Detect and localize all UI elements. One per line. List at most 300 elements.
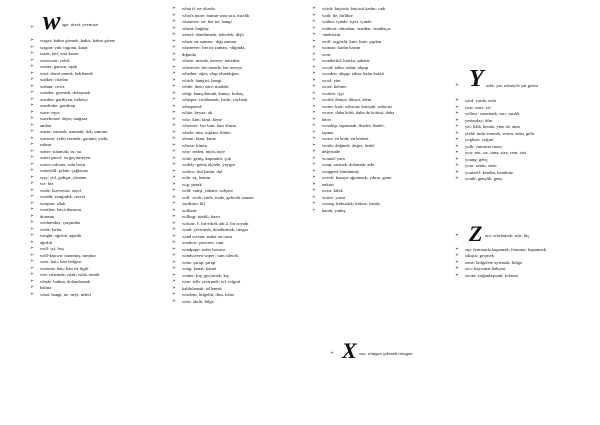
entry-text: waterfall: şelale, çağlayan xyxy=(40,168,88,173)
entry-text: wreck: kazaya uğratmak; yıkım, gemi xyxy=(322,175,392,180)
bullet-icon: ➢ xyxy=(172,97,176,102)
entry-text: weather: hava durumu xyxy=(40,207,82,212)
entry-text: you: sen, siz, sana, size, seni, sizi xyxy=(465,150,527,155)
bullet-icon: ➢ xyxy=(312,116,316,122)
entry-text: warrant: yetki vermek; garanti; yetki, xyxy=(40,135,109,141)
bullet-icon: ➢ xyxy=(30,168,34,173)
entry-text: zone: bölgelere ayırmak; bölge xyxy=(465,259,523,265)
entry-text: wet: ıslatmak; ıslak; ıslak, nemli xyxy=(40,272,100,277)
entry-text: wardrobe: gardırop xyxy=(40,103,76,108)
bullet-icon: ➢ xyxy=(30,207,34,212)
column-4 xyxy=(455,6,595,279)
entry-text: who: kim; kimi, kime xyxy=(182,116,222,122)
heading-entry: acht: yat; tekneyle yat gezisi xyxy=(486,83,539,88)
bullet-icon: ➢ xyxy=(455,130,459,136)
letter-heading-w xyxy=(30,6,168,38)
letter-heading-z xyxy=(455,221,595,247)
bullet-icon: ➢ xyxy=(30,181,34,186)
entry-text: water: sulamak; su; su xyxy=(40,148,81,154)
entry-text: won: xyxy=(322,51,332,57)
entry-text: kablolamak; tellemek xyxy=(182,285,222,291)
bullet-icon: ➢ xyxy=(172,58,176,63)
bullet-icon: ➢ xyxy=(172,253,176,258)
bullet-icon: ➢ xyxy=(312,97,316,102)
entry-text: yesterday: dün xyxy=(465,117,492,123)
bullet-icon: ➢ xyxy=(172,240,176,245)
entry-text: -meksizin xyxy=(322,32,341,37)
bullet-icon: ➢ xyxy=(30,77,34,82)
entry-text: year: sene, yıl xyxy=(465,104,491,110)
entry-text: wrong: haksızlık; haksız, hatalı; xyxy=(322,201,381,206)
entry-text: waist: bel; orta kısım xyxy=(40,51,79,56)
entry-text: wooden: ahşap; tahta; kalın kafalı xyxy=(322,71,384,76)
bullet-icon: ➢ xyxy=(172,129,176,135)
entry-text: without: olmadan, -meden, -madıkça; xyxy=(322,25,392,31)
bullet-icon: ➢ xyxy=(455,150,459,155)
entry-text: why: neden, niçin, niye xyxy=(182,149,225,154)
entry-text: wild: vahşi, yabani; vahşice xyxy=(182,188,234,193)
entry-text: wander: gezmek, dolaşmak xyxy=(40,90,91,95)
bullet-icon: ➢ xyxy=(172,45,176,50)
entry-text: wind: çevirmek, döndürmek; rüzgar xyxy=(182,227,249,232)
bullet-icon: ➢ xyxy=(30,83,34,89)
entry-text: whenever: her ne zaman, -dığında, xyxy=(182,45,246,50)
entry-text: within: içinde; içeri, içinde xyxy=(322,19,372,24)
entry-text: water-colours: sulu boya xyxy=(40,161,86,167)
entry-text: yourself: kendin, kendiniz xyxy=(465,169,514,175)
entry-text: woman: kadın bayan xyxy=(322,45,361,50)
entry-text: ware: eşya xyxy=(40,109,60,115)
bullet-icon: ➢ xyxy=(312,175,316,180)
entry-text: winter: kış; geçirmek; kış xyxy=(182,272,229,278)
entry-text: whom: kimi, kime xyxy=(182,136,216,141)
entry-text: wind screen: araba ön camı xyxy=(182,233,233,239)
entry-text: we: biz xyxy=(40,181,54,186)
bullet-icon: ➢ xyxy=(172,103,176,109)
bullet-icon: ➢ xyxy=(172,32,176,37)
bullet-icon: ➢ xyxy=(30,70,34,76)
bullet-icon: ➢ xyxy=(312,123,316,128)
entry-text: warden: gardiyan, nöbetçi xyxy=(40,96,88,102)
bullet-icon: ➢ xyxy=(30,259,34,264)
bullet-icon: ➢ xyxy=(455,253,459,258)
bullet-icon: ➢ xyxy=(312,32,316,37)
bullet-icon: ➢ xyxy=(30,194,34,199)
bullet-icon: ➢ xyxy=(455,232,459,238)
bullet-icon: ➢ xyxy=(30,64,34,69)
entry-list xyxy=(312,6,452,214)
entry-text: whoever: her kim, kim olursa xyxy=(182,123,237,128)
bullet-icon: ➢ xyxy=(312,25,316,31)
entry-text: warm: ısıtmak, ısınmak; ılık, samimi xyxy=(40,129,108,134)
bullet-icon: ➢ xyxy=(30,278,34,284)
bullet-icon: ➢ xyxy=(172,279,176,284)
bullet-icon: ➢ xyxy=(172,64,176,70)
bullet-icon: ➢ xyxy=(312,45,316,50)
dictionary-entry xyxy=(455,273,595,280)
bullet-icon: ➢ xyxy=(312,90,316,96)
entry-text: witch: büyücü; büyücü kadın; cadı xyxy=(322,6,386,11)
bullet-icon: ➢ xyxy=(312,110,316,115)
entry-text: enkazı xyxy=(322,181,334,187)
entry-text: ruhsat xyxy=(40,142,52,147)
bullet-icon: ➢ xyxy=(30,233,34,238)
bullet-icon: ➢ xyxy=(30,44,34,50)
entry-text: ağırlık xyxy=(40,239,52,245)
entry-text: worth: değmek; değer; bedel xyxy=(322,142,375,148)
bullet-icon: ➢ xyxy=(455,143,459,149)
bullet-icon: ➢ xyxy=(172,188,176,193)
bullet-icon: ➢ xyxy=(312,136,316,141)
bullet-icon: ➢ xyxy=(455,176,459,181)
bullet-icon: ➢ xyxy=(312,12,316,18)
entry-text: world: dünya; dünya, alem xyxy=(322,97,372,102)
entry-text: yardımcı fiil xyxy=(182,201,205,206)
bullet-icon: ➢ xyxy=(30,265,34,271)
bullet-icon: ➢ xyxy=(312,6,316,11)
drop-letter: Y xyxy=(469,66,484,92)
entry-text: will: -ecek; istek, irade, gelecek zaman xyxy=(182,194,254,200)
bullet-icon: ➢ xyxy=(172,162,176,167)
entry-text: wide: geniş, kapsamlı; çok xyxy=(182,155,231,161)
entry-text: wolf: açgözlü, kurt; kurt; çapkın xyxy=(322,38,382,44)
entry-text: whole: tüm, toplam, bütün xyxy=(182,129,231,135)
bullet-icon: ➢ xyxy=(30,272,34,277)
entry-text: whisper: fısıldamak; fısıltı, söylenti xyxy=(182,97,248,102)
entry-text: sıkıştır, geçmek xyxy=(465,253,494,258)
entry-text: durumu xyxy=(40,213,55,219)
heading-entry: -ray: röntgen çekmek röntgen xyxy=(358,351,413,356)
bullet-icon: ➢ xyxy=(30,142,34,147)
bullet-icon: ➢ xyxy=(172,77,176,83)
entry-text: wrap: sarmak, dolamak; atkı xyxy=(322,162,375,167)
entry-text: when: ne zaman; -dığı zaman xyxy=(182,38,237,44)
dictionary-entry xyxy=(455,176,595,183)
column-1 xyxy=(30,6,168,298)
bullet-icon: ➢ xyxy=(30,285,34,290)
entry-text: while: iken; süre; müddet xyxy=(182,84,229,89)
bullet-icon: ➢ xyxy=(172,181,176,187)
bullet-icon: ➢ xyxy=(312,149,316,154)
bullet-icon: ➢ xyxy=(455,163,459,168)
entry-text: dığında xyxy=(182,51,196,57)
bullet-icon: ➢ xyxy=(172,25,176,31)
heading-entry: age: ücret, yevmiye xyxy=(62,22,99,27)
bullet-icon: ➢ xyxy=(30,51,34,56)
entry-text: wilson: 1. bir erkek adı 2. bir soyadı xyxy=(182,220,249,226)
bullet-icon: ➢ xyxy=(312,188,316,193)
entry-text: youth: gençlik, genç xyxy=(465,176,503,181)
bullet-icon: ➢ xyxy=(455,156,459,162)
bullet-icon: ➢ xyxy=(312,207,316,213)
entry-text: wrist: bilek xyxy=(322,188,343,193)
entry-text: değerinde xyxy=(322,149,341,154)
bullet-icon: ➢ xyxy=(30,220,34,225)
entry-text: wonderful: harika; şahane xyxy=(322,58,370,63)
bullet-icon: ➢ xyxy=(172,266,176,271)
entry-text: with: ile, birlikte xyxy=(322,12,353,18)
bullet-icon: ➢ xyxy=(30,96,34,102)
entry-text: beter xyxy=(322,116,332,122)
entry-text: what's more: bunun yanı sıra, üstelik xyxy=(182,12,250,18)
bullet-icon: ➢ xyxy=(30,109,34,115)
entry-text: wait: davet etmek, beklemek xyxy=(40,70,93,76)
entry-list xyxy=(172,6,310,305)
bullet-icon: ➢ xyxy=(30,187,34,193)
entry-text: worst: en kötü; en kötüsü xyxy=(322,136,369,141)
bullet-icon: ➢ xyxy=(455,169,459,175)
entry-text: zip: fermuarla kapamak; fermuar; kapatmak, xyxy=(465,246,548,252)
entry-text: windscreen wiper: cam silecek xyxy=(182,253,239,258)
bullet-icon: ➢ xyxy=(312,142,316,148)
entry-text: west: batı; batı bölgesi xyxy=(40,259,82,264)
entry-text: worship: tapınmak; ibadet; ibadet, xyxy=(322,123,385,128)
bullet-icon: ➢ xyxy=(312,38,316,44)
bullet-icon: ➢ xyxy=(312,58,316,63)
bullet-icon: ➢ xyxy=(30,155,34,160)
entry-text: widely: geniş ölçüde, yaygın xyxy=(182,162,235,167)
bullet-icon: ➢ xyxy=(172,168,176,174)
bullet-icon: ➢ xyxy=(30,213,34,219)
bullet-icon: ➢ xyxy=(30,57,34,63)
entry-list xyxy=(30,38,168,298)
entry-text: weight: ağırlık; ağırlık xyxy=(40,233,82,238)
entry-text: zoo: hayvanat bahçesi xyxy=(465,266,506,271)
entry-text: western: batı; batı ile ilgili xyxy=(40,265,89,271)
bullet-icon: ➢ xyxy=(30,90,34,95)
entry-list xyxy=(455,247,595,280)
entry-text: what if: ne olurdu xyxy=(182,6,215,11)
bullet-icon: ➢ xyxy=(172,110,176,115)
bullet-icon: ➢ xyxy=(30,226,34,232)
bullet-icon: ➢ xyxy=(30,161,34,167)
bullet-icon: ➢ xyxy=(312,194,316,200)
entry-text: warehouse: depo; mağaza xyxy=(40,116,88,121)
entry-text: word: kelime xyxy=(322,84,347,89)
bullet-icon: ➢ xyxy=(30,291,34,297)
bullet-icon: ➢ xyxy=(30,38,34,43)
bullet-icon: ➢ xyxy=(172,6,176,11)
bullet-icon: ➢ xyxy=(312,155,316,161)
entry-text: worm: kurt; solucan; kurtçuk, solucan xyxy=(322,103,392,109)
bullet-icon: ➢ xyxy=(455,83,459,88)
entry-text: young: genç xyxy=(465,156,488,162)
bullet-icon: ➢ xyxy=(172,214,176,219)
bullet-icon: ➢ xyxy=(172,149,176,154)
bullet-icon: ➢ xyxy=(455,266,459,271)
bullet-icon: ➢ xyxy=(312,129,316,135)
entry-text: worse: daha kötü; daha da kötüsü, daha xyxy=(322,110,395,115)
entry-text: wine: şarap; şarap xyxy=(182,259,216,265)
entry-text: willing: istekli, hazır xyxy=(182,214,221,219)
entry-text: worker: işçi xyxy=(322,90,344,96)
entry-text: wheel: döndürmek; tekerlek, dişli xyxy=(182,32,244,37)
entry-text: where: nerede, nereye; nereden xyxy=(182,58,240,63)
entry-text: hatalı, yanlış xyxy=(322,207,346,213)
bullet-icon: ➢ xyxy=(172,155,176,161)
entry-text: wherever: her nerede, her nereye xyxy=(182,64,243,70)
bullet-icon: ➢ xyxy=(172,136,176,141)
entry-text: week: hafta xyxy=(40,226,62,232)
entry-text: well: iyi, hoş xyxy=(40,246,64,251)
entry-text: way: yol, gidişat, yöntem xyxy=(40,174,87,180)
entry-text: yoghurt: yoğurt xyxy=(465,137,494,142)
entry-text: william: xyxy=(182,207,198,213)
bullet-icon: ➢ xyxy=(172,19,176,24)
bullet-icon: ➢ xyxy=(172,292,176,297)
column-2 xyxy=(172,6,310,305)
entry-text: windpipe: nefes borusu xyxy=(182,246,225,252)
bullet-icon: ➢ xyxy=(172,233,176,239)
entry-text: white: beyaz; ak xyxy=(182,110,213,115)
entry-text: waiter: garson, uşak xyxy=(40,64,77,69)
entry-text: yet: hâlâ, henüz; yine de, ama xyxy=(465,124,520,129)
bullet-icon: ➢ xyxy=(172,71,176,76)
entry-text: whatever: ne, her ne, hangi xyxy=(182,19,232,24)
column-3 xyxy=(312,6,452,214)
bullet-icon: ➢ xyxy=(312,201,316,206)
bullet-icon: ➢ xyxy=(312,168,316,174)
entry-text: wool: yün xyxy=(322,77,341,83)
bullet-icon: ➢ xyxy=(312,51,316,57)
bullet-icon: ➢ xyxy=(172,201,176,206)
entry-text: weak: kuvvetsiz, zayıf xyxy=(40,187,82,193)
entry-text: yard: yarda, avlu xyxy=(465,98,496,103)
entry-text: wisdom: bilgelik; ilim, irfan xyxy=(182,292,234,297)
bullet-icon: ➢ xyxy=(455,246,459,252)
drop-letter: X xyxy=(342,338,357,363)
entry-text: walnut: ceviz xyxy=(40,83,65,89)
entry-text: wing: kanat; kanat xyxy=(182,266,216,271)
entry-text: wealth: zenginlik, servet xyxy=(40,194,86,199)
bullet-icon: ➢ xyxy=(172,90,176,96)
entry-text: ambar xyxy=(40,122,52,128)
bullet-icon: ➢ xyxy=(172,259,176,265)
bullet-icon: ➢ xyxy=(30,148,34,154)
entry-text: water proof: su geçirmeyen xyxy=(40,155,91,160)
entry-text: wrapped: bürünmüş xyxy=(322,168,359,174)
entry-text: what: hangi, ne, neyi, neleri xyxy=(40,291,92,297)
entry-text: whether: eğer; olup olmadığını xyxy=(182,71,239,76)
bullet-icon: ➢ xyxy=(172,272,176,278)
bullet-icon: ➢ xyxy=(172,12,176,18)
bullet-icon: ➢ xyxy=(30,252,34,258)
entry-text: window: pencere, cam xyxy=(182,240,224,245)
entry-text: your: senin, sizin xyxy=(465,163,497,168)
bullet-icon: ➢ xyxy=(312,103,316,109)
bullet-icon: ➢ xyxy=(312,84,316,89)
bullet-icon: ➢ xyxy=(455,137,459,142)
entry-text: wager: bahse girmek ;bahis; bahse girme xyxy=(40,38,116,43)
bullet-icon: ➢ xyxy=(172,51,176,57)
bullet-icon: ➢ xyxy=(455,124,459,129)
bullet-icon: ➢ xyxy=(455,272,459,278)
entry-text: zoom: yoğunlaşmak; fırlama xyxy=(465,272,518,278)
bullet-icon: ➢ xyxy=(172,84,176,89)
bullet-icon: ➢ xyxy=(30,246,34,251)
letter-heading-x xyxy=(330,338,490,363)
entry-text: writer: yazar xyxy=(322,194,346,200)
bullet-icon: ➢ xyxy=(455,98,459,103)
entry-text: well-known: tanınmış, meşhur xyxy=(40,252,97,258)
bullet-icon: ➢ xyxy=(172,116,176,122)
bullet-icon: ➢ xyxy=(312,162,316,167)
bullet-icon: ➢ xyxy=(172,175,176,180)
bullet-icon: ➢ xyxy=(172,207,176,213)
bullet-icon: ➢ xyxy=(30,122,34,128)
bullet-icon: ➢ xyxy=(312,19,316,24)
bullet-icon: ➢ xyxy=(312,71,316,76)
bullet-icon: ➢ xyxy=(30,25,34,30)
dictionary-entry xyxy=(30,292,168,299)
bullet-icon: ➢ xyxy=(312,77,316,83)
bullet-icon: ➢ xyxy=(312,64,316,70)
entry-text: whose: kimin xyxy=(182,142,207,148)
bullet-icon: ➢ xyxy=(312,181,316,187)
bullet-icon: ➢ xyxy=(172,285,176,291)
bullet-icon: ➢ xyxy=(172,246,176,252)
bullet-icon: ➢ xyxy=(30,129,34,134)
bullet-icon: ➢ xyxy=(172,194,176,200)
entry-text: balina xyxy=(40,285,52,290)
entry-text: which: hangisi, hangi xyxy=(182,77,222,83)
entry-text: wife: eş, hanım xyxy=(182,175,211,180)
bullet-icon: ➢ xyxy=(172,38,176,44)
entry-text: tapma xyxy=(322,129,334,135)
bullet-icon: ➢ xyxy=(30,174,34,180)
bullet-icon: ➢ xyxy=(172,220,176,226)
bullet-icon: ➢ xyxy=(30,116,34,121)
entry-text: weapon: silah xyxy=(40,200,66,206)
bullet-icon: ➢ xyxy=(455,259,459,265)
bullet-icon: ➢ xyxy=(172,298,176,304)
entry-text: wound: yara xyxy=(322,155,345,161)
entry-text: yield: ürün vermek, verim, ürün, gelir xyxy=(465,130,535,136)
bullet-icon: ➢ xyxy=(172,123,176,128)
dictionary-entry xyxy=(172,299,310,306)
entry-text: wise: akıllı, bilge xyxy=(182,298,214,304)
drop-letter: w xyxy=(43,6,61,35)
entry-text: yolk: yumurta sarısı xyxy=(465,143,502,149)
entry-text: whispered: xyxy=(182,103,203,109)
entry-text: whip: kamçılamak; kamçı, kırbaç xyxy=(182,90,244,96)
entry-text: widow: dul kadın, dul xyxy=(182,168,223,174)
entry-text: walker: cüzdan xyxy=(40,77,68,82)
bullet-icon: ➢ xyxy=(455,104,459,110)
entry-list xyxy=(455,98,595,183)
entry-text: wednesday: çarşamba xyxy=(40,220,81,225)
bullet-icon: ➢ xyxy=(455,117,459,123)
drop-letter: Z xyxy=(469,220,483,246)
dictionary-entry xyxy=(312,208,452,215)
bullet-icon: ➢ xyxy=(30,239,34,245)
bullet-icon: ➢ xyxy=(172,142,176,148)
heading-entry: ero: sıfırlamak; sıfır, hiç xyxy=(485,232,530,238)
entry-text: wire: telle çevirmek; tel; telgraf xyxy=(182,279,241,284)
entry-text: wagon: yük vagonu, katar xyxy=(40,44,88,50)
bullet-icon: ➢ xyxy=(30,103,34,108)
bullet-icon: ➢ xyxy=(455,111,459,116)
entry-text: wood: tahta; odun; ahşap xyxy=(322,64,369,70)
bullet-icon: ➢ xyxy=(30,200,34,206)
entry-text: wheat: buğday xyxy=(182,25,209,31)
entry-text: yellow: sararmak; sarı, sarılık xyxy=(465,111,520,116)
bullet-icon: ➢ xyxy=(330,351,334,356)
entry-text: waistcoat: yelek xyxy=(40,57,70,63)
entry-text: wig: peruk xyxy=(182,181,202,187)
bullet-icon: ➢ xyxy=(172,227,176,232)
entry-text: whale: balina; dolandırmak xyxy=(40,278,91,284)
